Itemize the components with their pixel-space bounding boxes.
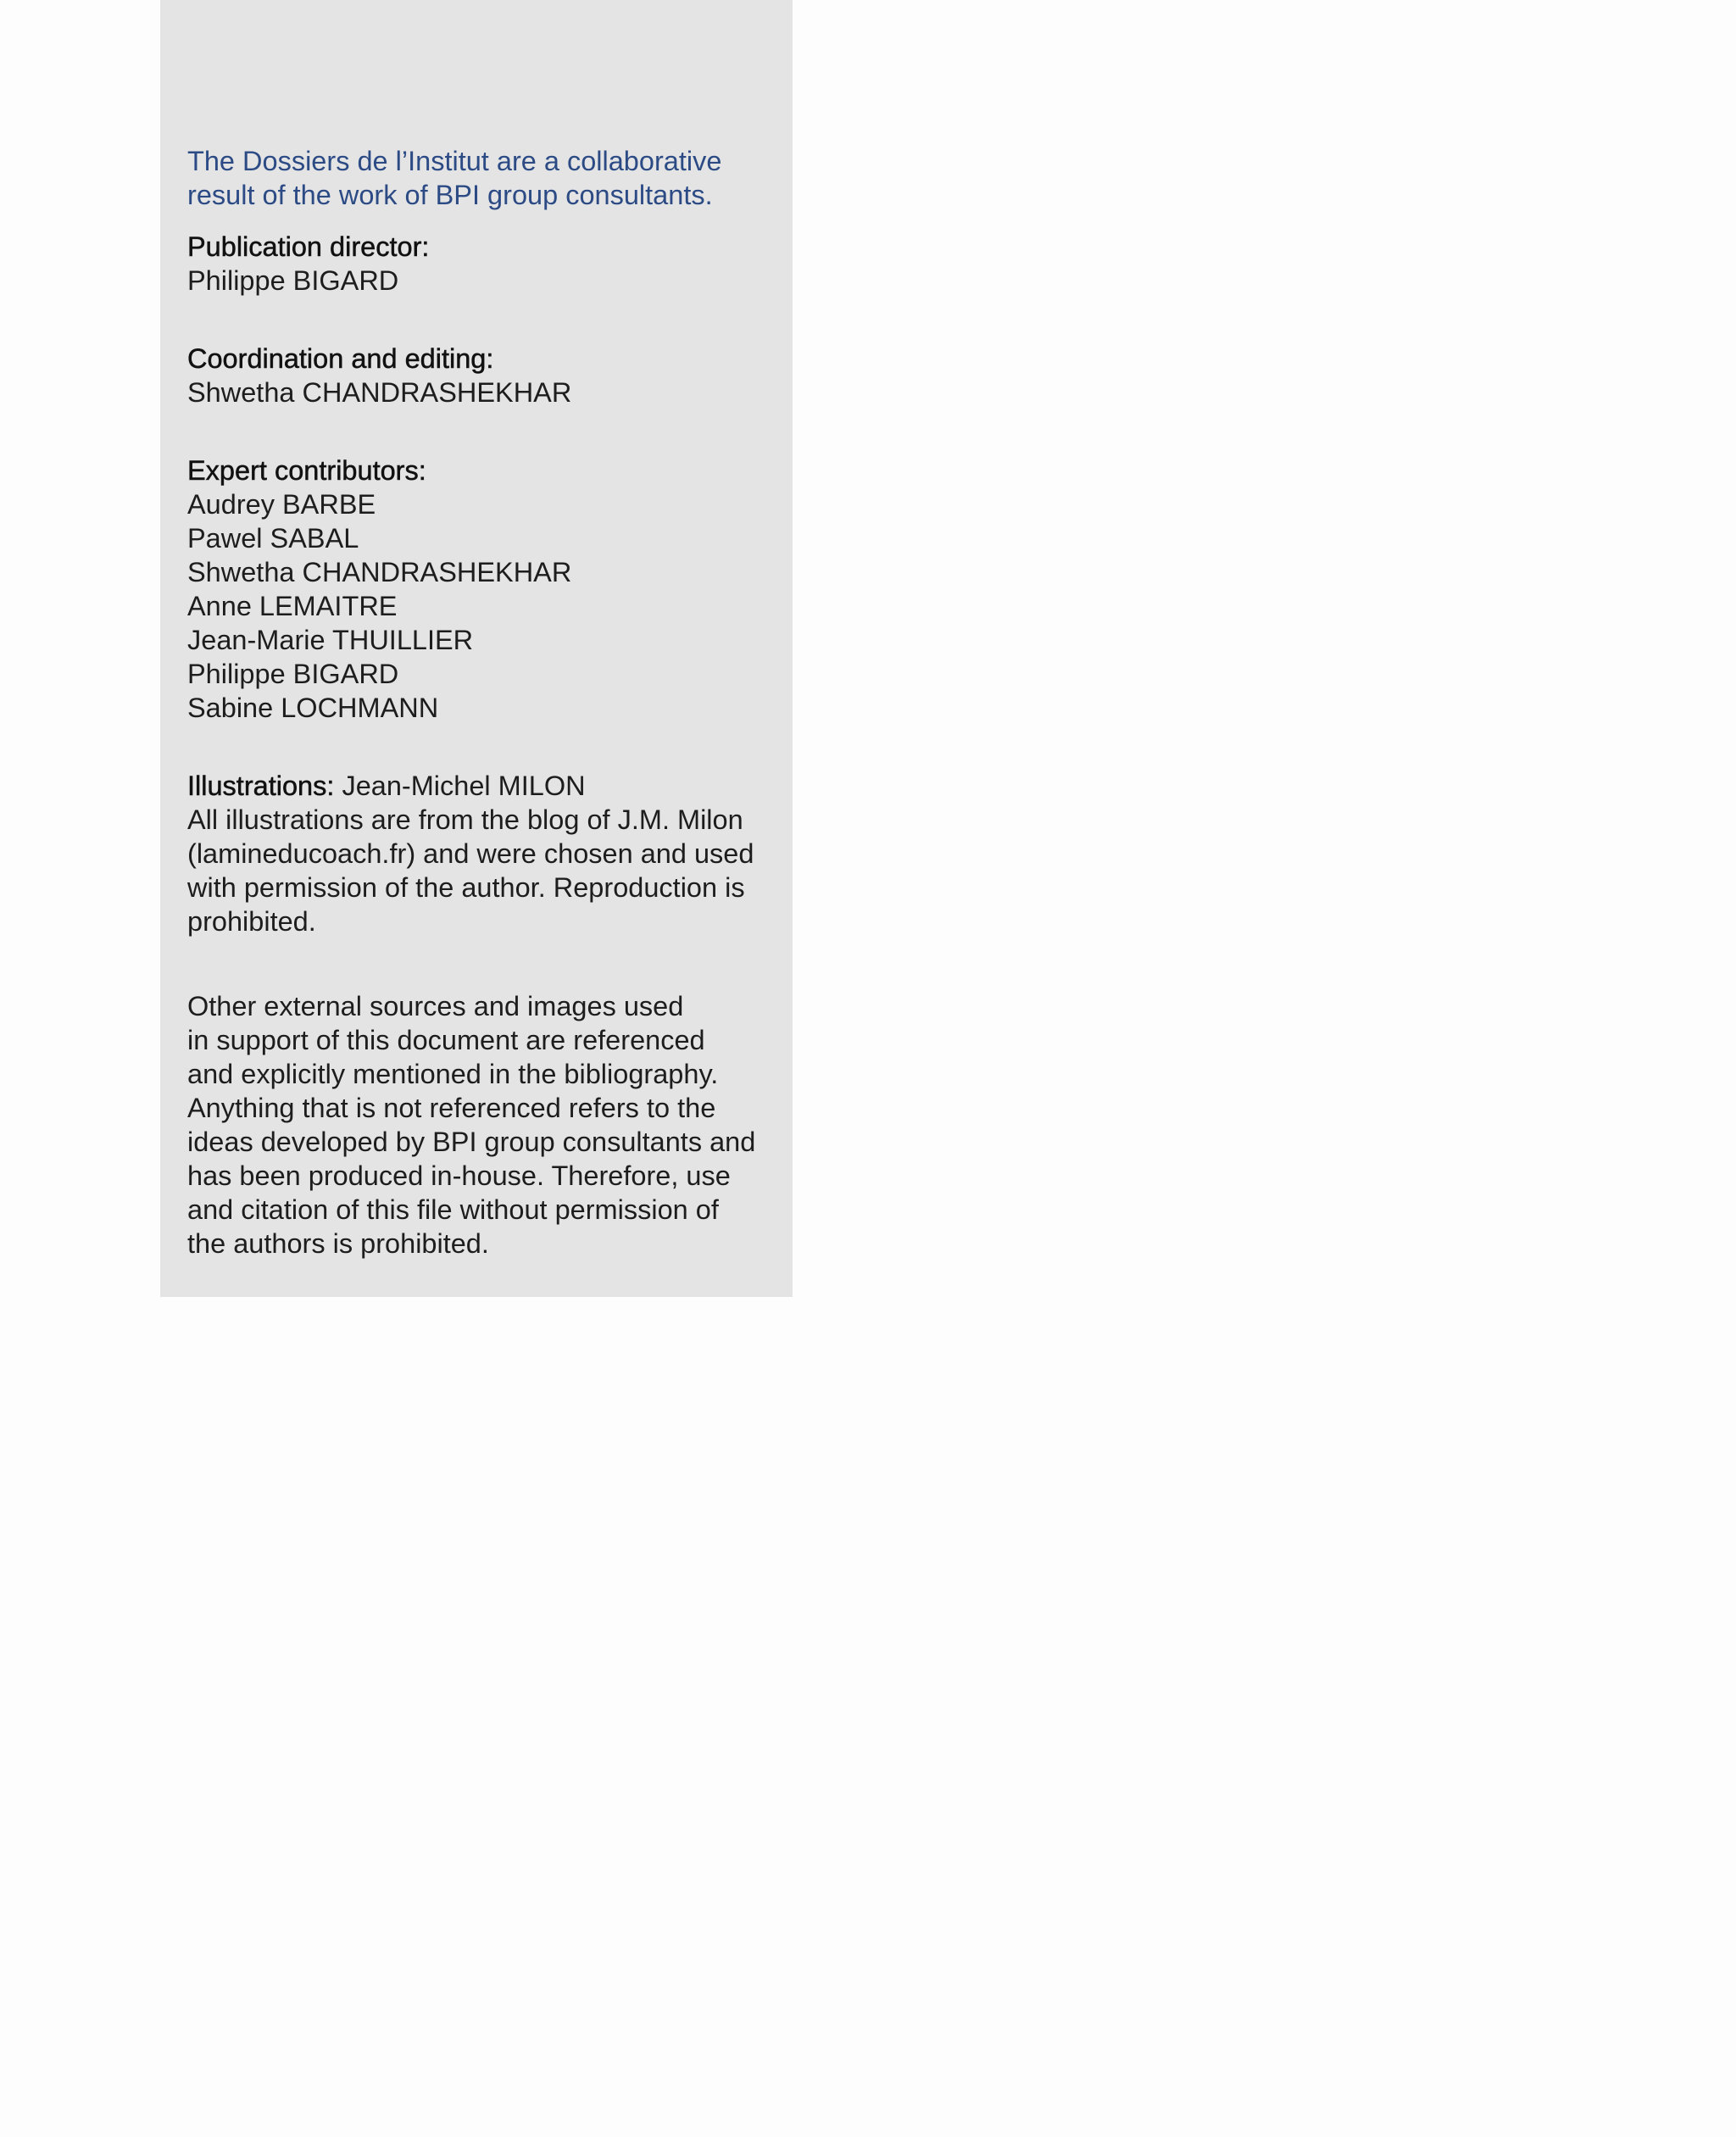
publication-director-name: Philippe BIGARD bbox=[187, 265, 399, 296]
illustrations-line: All illustrations are from the blog of J.M. Milon bbox=[187, 804, 743, 835]
intro-line: The Dossiers de l’Institut are a collaborative bbox=[187, 146, 722, 176]
contributor-name: Philippe BIGARD bbox=[187, 659, 399, 689]
sources-line: Anything that is not referenced refers to the bbox=[187, 1093, 716, 1123]
coordination-section bbox=[187, 342, 772, 409]
publication-section bbox=[187, 230, 772, 298]
contributors-section bbox=[187, 454, 772, 725]
coordination-heading: Coordination and editing: bbox=[187, 343, 494, 374]
sources-section bbox=[187, 989, 772, 1260]
illustrations-line: prohibited. bbox=[187, 906, 316, 937]
sources-line: has been produced in-house. Therefore, use bbox=[187, 1160, 731, 1191]
contributor-name: Shwetha CHANDRASHEKHAR bbox=[187, 557, 572, 587]
illustrations-credit-line bbox=[187, 769, 772, 803]
illustrations-line: (lamineducoach.fr) and were chosen and used bbox=[187, 838, 754, 869]
sources-line: and explicitly mentioned in the bibliography. bbox=[187, 1059, 719, 1089]
sources-line: the authors is prohibited. bbox=[187, 1228, 489, 1259]
credits-content bbox=[187, 144, 772, 1305]
publication-heading: Publication director: bbox=[187, 231, 430, 262]
illustrations-line: with permission of the author. Reproduction is bbox=[187, 872, 745, 903]
intro-text bbox=[187, 144, 772, 212]
contributor-name: Sabine LOCHMANN bbox=[187, 693, 439, 723]
sources-line: Other external sources and images used bbox=[187, 991, 684, 1021]
contributors-list bbox=[187, 487, 772, 725]
sources-line: and citation of this file without permission of bbox=[187, 1194, 719, 1225]
intro-line: result of the work of BPI group consultants. bbox=[187, 180, 713, 210]
contributor-name: Jean-Marie THUILLIER bbox=[187, 625, 474, 655]
contributors-heading: Expert contributors: bbox=[187, 455, 426, 486]
sources-line: in support of this document are referenced bbox=[187, 1025, 705, 1055]
coordination-name: Shwetha CHANDRASHEKHAR bbox=[187, 377, 572, 408]
illustrations-heading: Illustrations: bbox=[187, 771, 335, 801]
contributor-name: Pawel SABAL bbox=[187, 523, 359, 554]
illustrations-section bbox=[187, 769, 772, 938]
credits-panel bbox=[160, 0, 793, 1297]
sources-line: ideas developed by BPI group consultants and bbox=[187, 1127, 756, 1157]
illustrations-name: Jean-Michel MILON bbox=[342, 771, 586, 801]
contributor-name: Anne LEMAITRE bbox=[187, 591, 398, 621]
contributor-name: Audrey BARBE bbox=[187, 489, 376, 520]
